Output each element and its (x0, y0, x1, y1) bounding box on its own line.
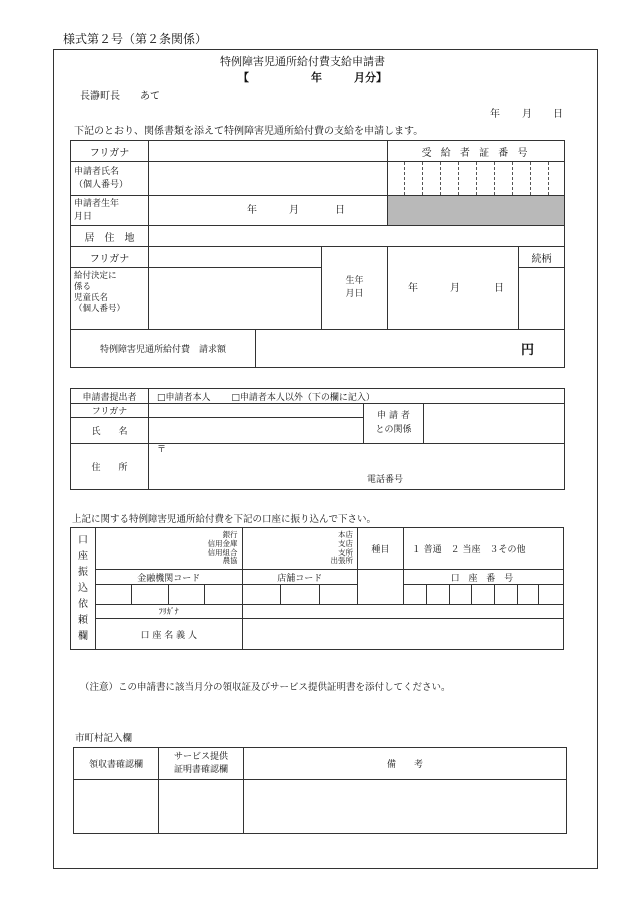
date-day: 日 (553, 109, 563, 120)
account-digit[interactable] (358, 585, 404, 605)
account-digit[interactable] (449, 585, 472, 605)
recipient-number-boxes[interactable] (388, 162, 565, 196)
submitter-name-field[interactable] (149, 418, 364, 444)
account-digit[interactable] (518, 585, 539, 605)
applicant-name-label: 申請者氏名 （個人番号） (71, 162, 149, 196)
submitter-furigana-field[interactable] (149, 404, 364, 418)
holder-furigana-label: ﾌﾘｶﾞﾅ (95, 605, 242, 619)
dob-day-label: 日 (335, 205, 345, 216)
date-year: 年 (490, 109, 500, 120)
relation-label: 続柄 (519, 247, 565, 268)
account-number-label: 口 座 番 号 (403, 570, 563, 585)
submitter-address-field[interactable] (149, 444, 565, 490)
submitter-furigana-label: フリガナ (71, 404, 149, 418)
child-dob-month-label: 月 (450, 283, 461, 294)
dob-year-label: 年 (247, 205, 257, 216)
furigana-label: フリガナ (71, 141, 149, 162)
branch-types[interactable]: 本店 支店 支所 出張所 (242, 528, 357, 570)
account-digit[interactable] (403, 585, 426, 605)
account-digit[interactable] (538, 585, 563, 605)
submitter-options[interactable] (149, 389, 565, 404)
bank-side-label: 口 座 振 込 依 頼 欄 (71, 528, 96, 650)
office-use-table (73, 747, 567, 834)
account-digit[interactable] (426, 585, 449, 605)
account-type-label: 種目 (358, 528, 404, 570)
holder-name-field[interactable] (242, 619, 563, 650)
applicant-table (70, 140, 565, 368)
account-digit[interactable] (472, 585, 495, 605)
furigana-field[interactable] (149, 141, 388, 162)
child-dob-label: 生年 月日 (322, 247, 388, 330)
holder-name-label: 口 座 名 義 人 (95, 619, 242, 650)
remarks-label: 備 考 (244, 748, 567, 780)
relation-to-applicant-label: 申 請 者 との関係 (364, 404, 424, 444)
applicant-dob-field[interactable] (149, 196, 388, 226)
bank-code-digit[interactable] (168, 585, 204, 605)
office-use-heading: 市町村記入欄 (75, 733, 133, 744)
child-dob-year-label: 年 (408, 283, 419, 294)
month-bracket-close: 月分】 (354, 71, 387, 84)
branch-code-digit[interactable] (281, 585, 319, 605)
residence-field[interactable] (149, 226, 565, 247)
attachment-note: （注意）この申請書に該当月分の領収証及びサービス提供証明書を添付してください。 (80, 682, 451, 693)
claim-amount-field[interactable] (256, 330, 565, 368)
form-number: 様式第２号（第２条関係） (63, 32, 208, 46)
applicant-name-field[interactable] (149, 162, 388, 196)
relation-field[interactable] (519, 268, 565, 330)
child-name-field[interactable] (149, 268, 322, 330)
remarks-field[interactable] (244, 780, 567, 834)
account-type-options[interactable]: １ 普通 ２ 当座 ３その他 (403, 528, 563, 570)
submitter-name-label: 氏 名 (71, 418, 149, 444)
addressee: 長瀞町長 あて (80, 91, 160, 102)
claim-amount-label: 特例障害児通所給付費 請求額 (71, 330, 256, 368)
month-bracket-year: 年 (311, 71, 322, 84)
receipt-check-label: 領収書確認欄 (74, 748, 159, 780)
bank-intro: 上記に関する特例障害児通所給付費を下記の口座に振り込んで下さい。 (72, 514, 377, 525)
bank-table (70, 527, 564, 650)
service-certificate-label: サービス提供 証明書確認欄 (159, 748, 244, 780)
branch-code-digit[interactable] (319, 585, 358, 605)
option-self[interactable]: □申請者本人 (157, 392, 211, 403)
phone-label: 電話番号 (367, 475, 404, 485)
child-dob-day-label: 日 (494, 283, 505, 294)
form-title: 特例障害児通所給付費支給申請書 (220, 55, 385, 68)
recipient-number-label: 受 給 者 証 番 号 (388, 141, 565, 162)
postal-mark: 〒 (157, 445, 167, 455)
service-certificate-field[interactable] (159, 780, 244, 834)
month-bracket-open: 【 (238, 71, 249, 84)
account-digit[interactable] (495, 585, 518, 605)
submitter-label: 申請書提出者 (71, 389, 149, 404)
greyed-cell (388, 196, 565, 226)
child-dob-field[interactable] (388, 247, 519, 330)
intro-text: 下記のとおり、関係書類を添えて特例障害児通所給付費の支給を申請します。 (74, 126, 424, 137)
relation-to-applicant-field[interactable] (424, 404, 565, 444)
option-other[interactable]: □申請者本人以外（下の欄に記入） (231, 392, 375, 403)
yen-label: 円 (521, 343, 535, 358)
applicant-dob-label: 申請者生年 月日 (71, 196, 149, 226)
date-month: 月 (522, 109, 532, 120)
child-name-label: 給付決定に 係る 児童氏名 （個人番号） (71, 268, 149, 330)
branch-code-label: 店舗コード (242, 570, 357, 585)
bank-code-digit[interactable] (95, 585, 131, 605)
receipt-check-field[interactable] (74, 780, 159, 834)
dob-month-label: 月 (289, 205, 299, 216)
branch-code-digit[interactable] (242, 585, 280, 605)
submitter-address-label: 住 所 (71, 444, 149, 490)
bank-code-label: 金融機関コード (95, 570, 242, 585)
submitter-table (70, 388, 565, 490)
child-furigana-label: フリガナ (71, 247, 149, 268)
bank-code-digit[interactable] (205, 585, 242, 605)
child-furigana-field[interactable] (149, 247, 322, 268)
bank-code-digit[interactable] (132, 585, 168, 605)
holder-furigana-field[interactable] (242, 605, 563, 619)
institution-types[interactable]: 銀行 信用金庫 信用組合 農協 (95, 528, 242, 570)
residence-label: 居 住 地 (71, 226, 149, 247)
